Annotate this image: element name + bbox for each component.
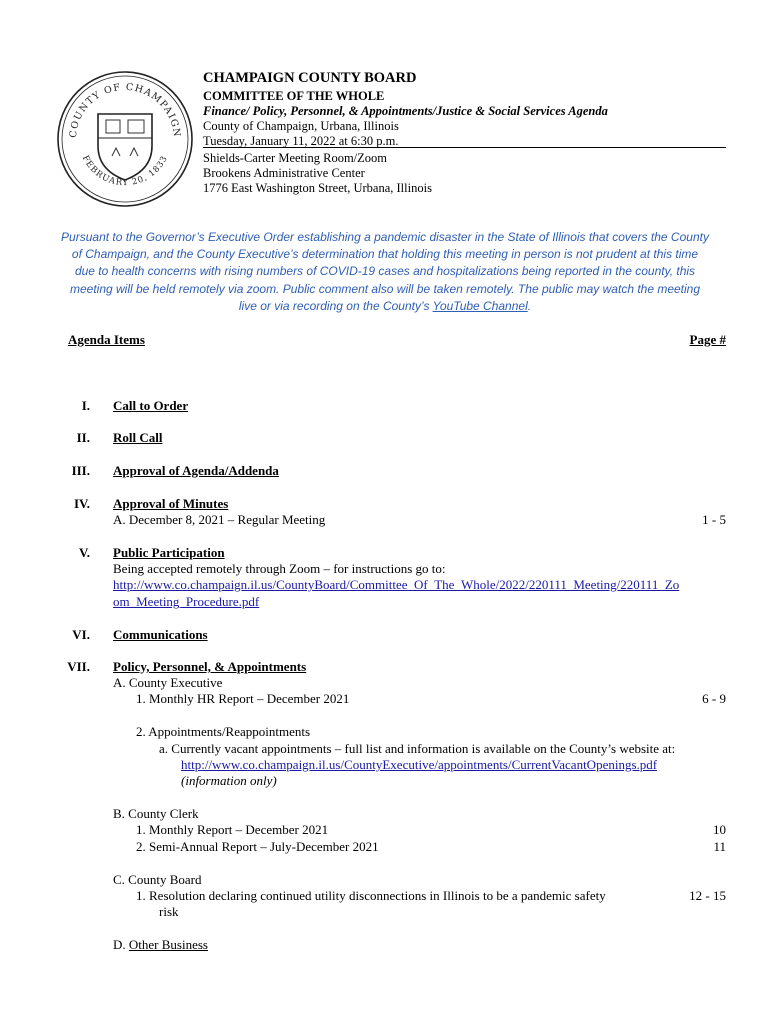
participation-text: Being accepted remotely through Zoom – for instructions go to: xyxy=(113,561,446,576)
hr-report-entry: 1. Monthly HR Report – December 2021 xyxy=(136,691,350,706)
item-approval-minutes: Approval of Minutes xyxy=(113,496,229,511)
board-title: CHAMPAIGN COUNTY BOARD xyxy=(203,70,417,86)
item-public-participation: Public Participation xyxy=(113,545,225,560)
item-roll-call: Roll Call xyxy=(113,430,163,445)
pandemic-notice xyxy=(40,229,730,315)
appointments-entry: 2. Appointments/Reappointments xyxy=(136,724,311,739)
item-number: III. xyxy=(71,463,90,478)
item-number: V. xyxy=(79,545,90,560)
item-number: I. xyxy=(81,398,90,413)
information-only-note: (information only) xyxy=(181,773,277,788)
page-ref: 1 - 5 xyxy=(702,512,726,527)
notice-line: live or via recording on the County’s YouTube Channel. xyxy=(238,298,532,313)
agenda-name: Finance/ Policy, Personnel, & Appointments/Justice & Social Services Agenda xyxy=(203,104,608,118)
item-number: VII. xyxy=(67,659,90,674)
committee-name: COMMITTEE OF THE WHOLE xyxy=(203,89,385,103)
section-other-business: D. Other Business xyxy=(113,937,208,952)
section-county-board: C. County Board xyxy=(113,872,202,887)
item-approval-agenda: Approval of Agenda/Addenda xyxy=(113,463,279,478)
utility-resolution-cont: risk xyxy=(159,904,179,919)
item-policy-personnel: Policy, Personnel, & Appointments xyxy=(113,659,307,674)
section-county-clerk: B. County Clerk xyxy=(113,806,199,821)
item-call-to-order: Call to Order xyxy=(113,398,189,413)
agenda-items-heading: Agenda Items xyxy=(68,332,145,347)
zoom-procedure-link[interactable]: http://www.co.champaign.il.us/CountyBoard/Committee_Of_The_Whole/2022/220111_Meeting/220111_Zo xyxy=(113,577,680,592)
notice-line: Pursuant to the Governor’s Executive Order establishing a pandemic disaster in the State of Illinois that covers the County xyxy=(61,230,709,244)
meeting-address: 1776 East Washington Street, Urbana, Illinois xyxy=(203,181,432,195)
youtube-channel-link[interactable]: YouTube Channel xyxy=(432,298,528,313)
zoom-procedure-link[interactable]: om_Meeting_Procedure.pdf xyxy=(113,594,260,609)
svg-text:COUNTY OF CHAMPAIGN: COUNTY OF CHAMPAIGN xyxy=(67,81,183,139)
clerk-monthly-report: 1. Monthly Report – December 2021 xyxy=(136,822,329,837)
item-number: VI. xyxy=(72,627,90,642)
page-ref: 10 xyxy=(713,822,726,837)
notice-line: due to health concerns with rising numbers of COVID-19 cases and hospitalizations being reported in the county, this xyxy=(74,264,696,279)
section-county-executive: A. County Executive xyxy=(113,675,223,690)
meeting-building: Brookens Administrative Center xyxy=(203,166,365,180)
meeting-location: County of Champaign, Urbana, Illinois xyxy=(203,119,399,133)
page-ref: 6 - 9 xyxy=(702,691,726,706)
page-ref: 11 xyxy=(713,839,726,854)
meeting-room: Shields-Carter Meeting Room/Zoom xyxy=(203,151,388,165)
header-rule xyxy=(203,147,726,148)
item-communications: Communications xyxy=(113,627,208,642)
minutes-entry: A. December 8, 2021 – Regular Meeting xyxy=(113,512,326,527)
page-number-heading: Page # xyxy=(689,332,726,347)
vacant-appointments-entry: a. Currently vacant appointments – full list and information is available on the County’s website at: xyxy=(159,741,676,756)
notice-line: meeting will be held remotely via zoom. Public comment also will be taken remotely. The public may watch the meeting xyxy=(69,281,701,296)
item-number: II. xyxy=(76,430,90,445)
county-seal-logo xyxy=(56,70,194,208)
vacant-openings-link[interactable]: http://www.co.champaign.il.us/CountyExecutive/appointments/CurrentVacantOpenings.pdf xyxy=(181,757,658,772)
svg-text:FEBRUARY 20, 1833: FEBRUARY 20, 1833 xyxy=(79,153,171,189)
notice-line: of Champaign, and the County Executive’s determination that holding this meeting in person is not prudent at this time xyxy=(71,247,699,262)
page-ref: 12 - 15 xyxy=(689,888,726,903)
meeting-datetime: Tuesday, January 11, 2022 at 6:30 p.m. xyxy=(203,134,399,148)
utility-resolution-entry: 1. Resolution declaring continued utility disconnections in Illinois to be a pandemic safety xyxy=(136,888,606,903)
item-number: IV. xyxy=(73,496,90,511)
clerk-semiannual-report: 2. Semi-Annual Report – July-December 2021 xyxy=(136,839,379,854)
